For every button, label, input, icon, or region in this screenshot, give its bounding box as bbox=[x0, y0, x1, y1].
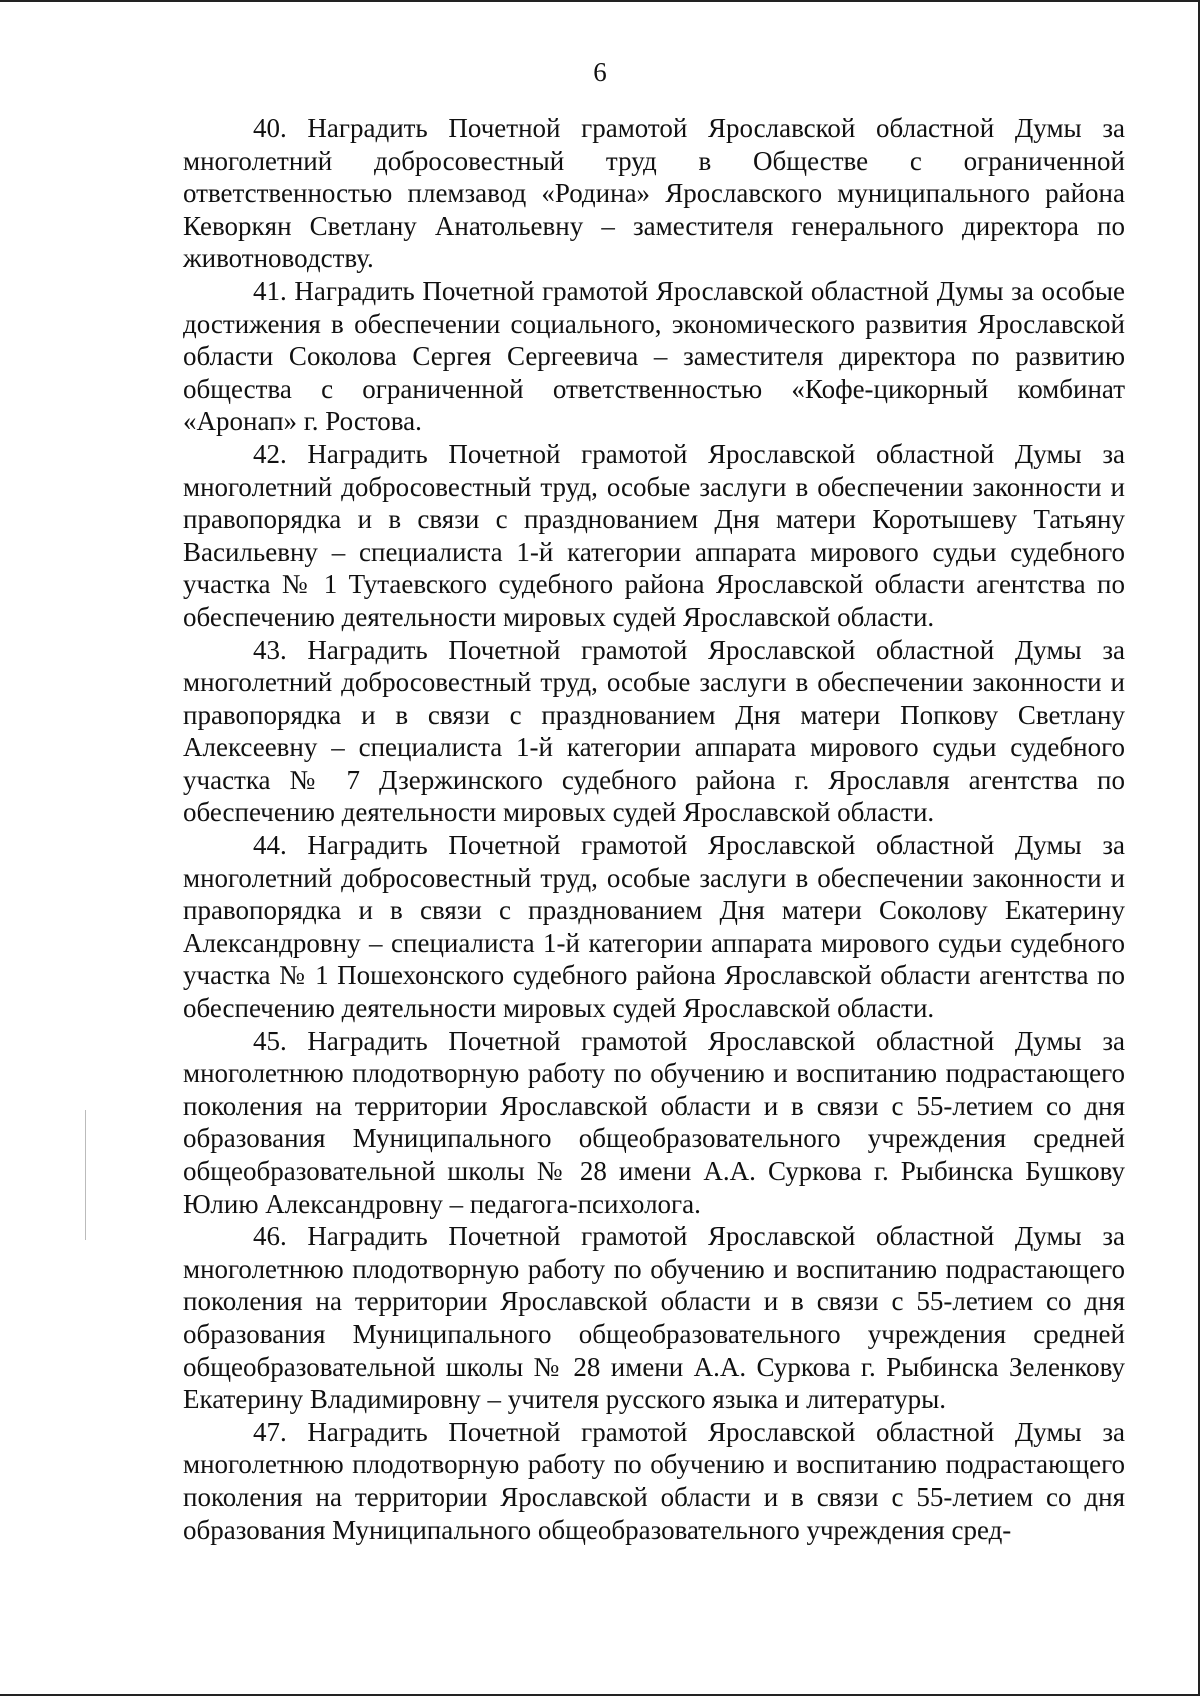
paragraph-43: 43. Наградить Почетной грамотой Ярославской областной Думы за многолетний добросовестный труд, особые заслуги в обеспечении законности и правопорядка и в связи с празднованием Дня матери Попкову Светлану Алексеевну – специалиста 1-й категории аппарата мирового судьи судебного участка № 7 Дзержинского судебного района г. Ярославля агентства по обеспечению деятельности мировых судей Ярославской области. bbox=[183, 634, 1125, 828]
paragraph-47: 47. Наградить Почетной грамотой Ярославской областной Думы за многолетнюю плодотворную работу по обучению и воспитанию подрастающего поколения на территории Ярославской области и в связи с 55-летием со дня образования Муниципального общеобразовательного учреждения сред- bbox=[183, 1416, 1125, 1545]
paragraph-40: 40. Наградить Почетной грамотой Ярославской областной Думы за многолетний добросовестный труд в Обществе с ограниченной ответственностью племзавод «Родина» Ярославского муниципального района Кеворкян Светлану Анатольевну – заместителя генерального директора по животноводству. bbox=[183, 113, 1125, 274]
paragraph-45: 45. Наградить Почетной грамотой Ярославской областной Думы за многолетнюю плодотворную работу по обучению и воспитанию подрастающего поколения на территории Ярославской области и в связи с 55-летием со дня образования Муниципального общеобразовательного учреждения средней общеобразовательной школы № 28 имени А.А. Суркова г. Рыбинска Бушкову Юлию Александровну – педагога-психолога. bbox=[183, 1025, 1125, 1219]
scan-border-top bbox=[0, 0, 1200, 2]
paragraph-44: 44. Наградить Почетной грамотой Ярославской областной Думы за многолетний добросовестный труд, особые заслуги в обеспечении законности и правопорядка и в связи с празднованием Дня матери Соколову Екатерину Александровну – специалиста 1-й категории аппарата мирового судьи судебного участка № 1 Пошехонского судебного района Ярославской области агентства по обеспечению деятельности мировых судей Ярославской области. bbox=[183, 830, 1125, 1024]
paragraph-42: 42. Наградить Почетной грамотой Ярославской областной Думы за многолетний добросовестный труд, особые заслуги в обеспечении законности и правопорядка и в связи с празднованием Дня матери Коротышеву Татьяну Васильевну – специалиста 1-й категории аппарата мирового судьи судебного участка № 1 Тутаевского судебного района Ярославской области агентства по обеспечению деятельности мировых судей Ярославской области. bbox=[183, 438, 1125, 632]
paragraph-46: 46. Наградить Почетной грамотой Ярославской областной Думы за многолетнюю плодотворную работу по обучению и воспитанию подрастающего поколения на территории Ярославской области и в связи с 55-летием со дня образования Муниципального общеобразовательного учреждения средней общеобразовательной школы № 28 имени А.А. Суркова г. Рыбинска Зеленкову Екатерину Владимировну – учителя русского языка и литературы. bbox=[183, 1221, 1125, 1415]
document-body bbox=[183, 112, 1125, 1546]
page-number: 6 bbox=[593, 57, 607, 87]
paragraph-41: 41. Наградить Почетной грамотой Ярославской областной Думы за особые достижения в обеспечении социального, экономического развития Ярославской области Соколова Сергея Сергеевича – заместителя директора по развитию общества с ограниченной ответственностью «Кофе-цикорный комбинат «Аронап» г. Ростова. bbox=[183, 275, 1125, 437]
scan-artifact-line bbox=[85, 1110, 86, 1240]
